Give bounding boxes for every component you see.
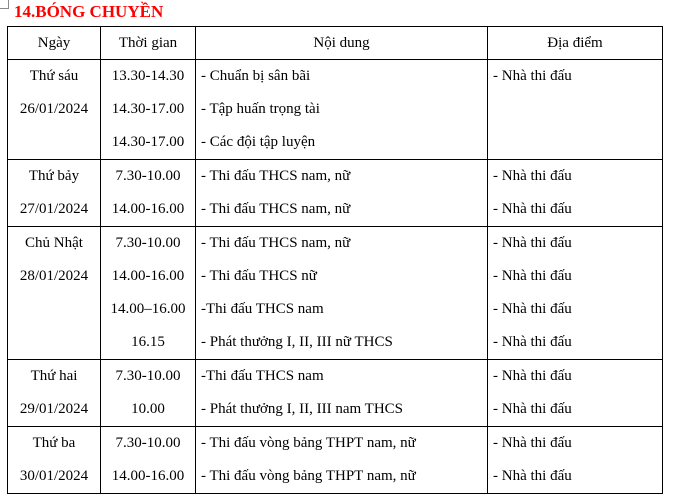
- time-cell: [101, 227, 196, 360]
- venue: - Nhà thi đấu: [493, 268, 572, 284]
- time-cell: [101, 60, 196, 160]
- place-cell: [488, 360, 663, 427]
- place-cell: [488, 227, 663, 360]
- time-slot: 7.30-10.00: [115, 235, 181, 251]
- day-name: Chủ Nhật: [25, 235, 83, 251]
- time-slot: 14.30-17.00: [111, 101, 185, 117]
- date-cell: [8, 160, 101, 227]
- venue: - Nhà thi đấu: [493, 201, 572, 217]
- date-value: 29/01/2024: [19, 401, 89, 417]
- date-value: 27/01/2024: [19, 201, 89, 217]
- time-slot: 14.30-17.00: [111, 134, 185, 150]
- time-slot: 7.30-10.00: [115, 168, 181, 184]
- date-value: 30/01/2024: [19, 468, 89, 484]
- activity: - Thi đấu vòng bảng THPT nam, nữ: [201, 468, 416, 484]
- day-name: Thứ sáu: [29, 68, 79, 84]
- place-cell: [488, 60, 663, 160]
- venue: - Nhà thi đấu: [493, 334, 572, 350]
- venue: - Nhà thi đấu: [493, 301, 572, 317]
- activity: -Thi đấu THCS nam: [201, 301, 324, 317]
- time-slot: 14.00–16.00: [110, 301, 186, 317]
- schedule-table: [7, 26, 663, 494]
- venue: - Nhà thi đấu: [493, 235, 572, 251]
- content-cell: [196, 160, 488, 227]
- activity: - Chuẩn bị sân bãi: [201, 68, 311, 84]
- activity: - Thi đấu THCS nam, nữ: [201, 235, 351, 251]
- column-header-content: Nội dung: [196, 27, 488, 60]
- time-slot: 14.00-16.00: [111, 268, 185, 284]
- place-cell: [488, 160, 663, 227]
- time-slot: 14.00-16.00: [111, 201, 185, 217]
- time-slot: 10.00: [131, 401, 165, 417]
- day-name: Thứ hai: [30, 368, 78, 384]
- activity: -Thi đấu THCS nam: [201, 368, 324, 384]
- date-cell: [8, 227, 101, 360]
- activity: - Các đội tập luyện: [201, 134, 316, 150]
- table-row: [8, 427, 663, 494]
- time-slot: 7.30-10.00: [115, 435, 181, 451]
- venue: - Nhà thi đấu: [493, 168, 572, 184]
- table-row: [8, 160, 663, 227]
- day-name: Thứ bảy: [28, 168, 80, 184]
- column-header-date: Ngày: [8, 27, 101, 60]
- time-slot: 14.00-16.00: [111, 468, 185, 484]
- date-cell: [8, 60, 101, 160]
- content-cell: [196, 60, 488, 160]
- time-cell: [101, 360, 196, 427]
- activity: - Tập huấn trọng tài: [201, 101, 320, 117]
- table-row: [8, 360, 663, 427]
- activity: - Thi đấu THCS nam, nữ: [201, 168, 351, 184]
- activity: - Phát thưởng I, II, III nam THCS: [201, 401, 404, 417]
- header-row: [8, 27, 663, 60]
- content-cell: [196, 427, 488, 494]
- page-corner-mark: [0, 0, 9, 9]
- time-slot: 7.30-10.00: [115, 368, 181, 384]
- column-header-time: Thời gian: [101, 27, 196, 60]
- time-slot: 16.15: [131, 334, 165, 350]
- time-cell: [101, 160, 196, 227]
- date-cell: [8, 360, 101, 427]
- venue: - Nhà thi đấu: [493, 468, 572, 484]
- section-heading: 14.BÓNG CHUYỀN: [14, 2, 164, 21]
- content-cell: [196, 360, 488, 427]
- table-row: [8, 227, 663, 360]
- venue: [492, 93, 662, 126]
- day-name: Thứ ba: [32, 435, 76, 451]
- time-cell: [101, 427, 196, 494]
- date-cell: [8, 427, 101, 494]
- content-cell: [196, 227, 488, 360]
- activity: - Thi đấu THCS nữ: [201, 268, 317, 284]
- venue: - Nhà thi đấu: [493, 368, 572, 384]
- column-header-place: Địa điểm: [488, 27, 663, 60]
- venue: - Nhà thi đấu: [493, 401, 572, 417]
- time-slot: 13.30-14.30: [111, 68, 185, 84]
- date-value: 28/01/2024: [19, 268, 89, 284]
- venue: - Nhà thi đấu: [493, 435, 572, 451]
- table-row: [8, 60, 663, 160]
- activity: - Thi đấu vòng bảng THPT nam, nữ: [201, 435, 416, 451]
- date-value: 26/01/2024: [19, 101, 89, 117]
- place-cell: [488, 427, 663, 494]
- activity: - Thi đấu THCS nam, nữ: [201, 201, 351, 217]
- activity: - Phát thưởng I, II, III nữ THCS: [201, 334, 393, 350]
- venue: - Nhà thi đấu: [493, 68, 572, 84]
- venue: [492, 126, 662, 159]
